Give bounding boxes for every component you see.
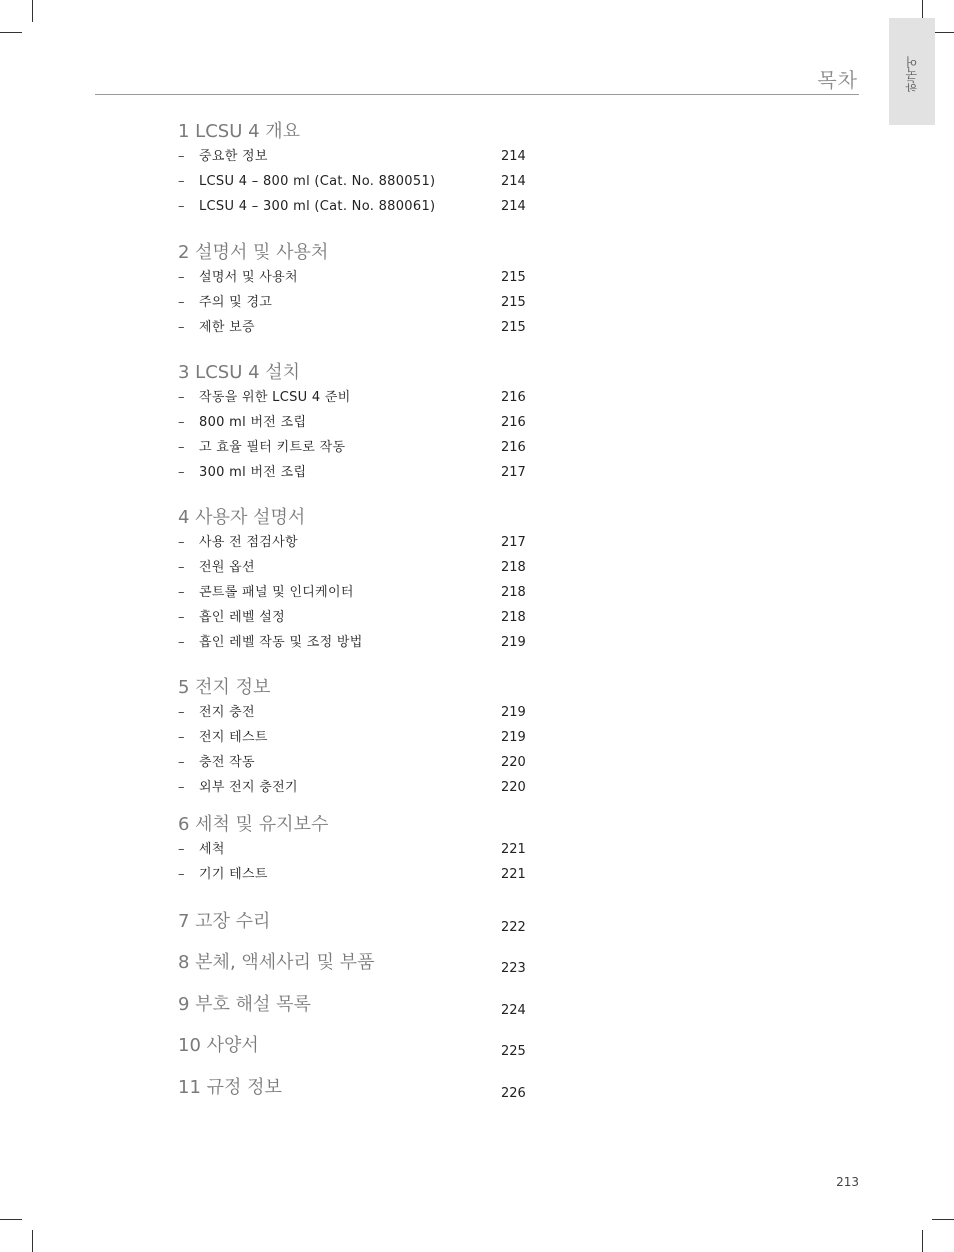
toc-entry[interactable]: – 흡인 레벨 작동 및 조정 방법 219	[178, 630, 538, 655]
toc-entry[interactable]: – 제한 보증 215	[178, 315, 538, 340]
toc-entry-label: 외부 전지 충전기	[199, 780, 298, 795]
toc-entry-page: 217	[501, 535, 526, 550]
toc-section-title[interactable]: 4 사용자 설명서	[178, 507, 306, 528]
toc-entry-label: LCSU 4 – 300 ml (Cat. No. 880061)	[199, 199, 436, 214]
toc-section-title: 7 고장 수리	[178, 911, 271, 932]
toc-entry[interactable]: – 사용 전 점검사항 217	[178, 530, 538, 555]
toc-entry-page: 215	[501, 270, 526, 285]
toc-entry-page: 221	[501, 867, 526, 882]
toc-entry-label: 콘트롤 패널 및 인디케이터	[199, 585, 354, 600]
toc-entry-label: 흡인 레벨 작동 및 조정 방법	[199, 635, 363, 650]
toc-entry-label: 전지 충전	[199, 705, 255, 720]
toc-entry[interactable]: – 전지 테스트 219	[178, 725, 538, 750]
toc-section-3	[178, 361, 538, 485]
crop-mark	[32, 0, 33, 22]
toc-entry[interactable]: – 300 ml 버전 조립 217	[178, 460, 538, 485]
toc-entry-page: 219	[501, 705, 526, 720]
toc-entry-page: 216	[501, 415, 526, 430]
toc-entry-label: 기기 테스트	[199, 867, 268, 882]
toc-section-title[interactable]: 2 설명서 및 사용처	[178, 242, 329, 263]
toc-entry[interactable]: – 설명서 및 사용처 215	[178, 265, 538, 290]
crop-mark	[32, 1230, 33, 1252]
toc-entry-page: 218	[501, 560, 526, 575]
toc-entry[interactable]: – 작동을 위한 LCSU 4 준비 216	[178, 385, 538, 410]
toc-entry[interactable]: – 전원 옵션 218	[178, 555, 538, 580]
toc-section-page: 225	[501, 1044, 526, 1059]
toc-entry[interactable]: – 고 효율 필터 키트로 작동 216	[178, 435, 538, 460]
toc-entry-label: 설명서 및 사용처	[199, 270, 298, 285]
page-title: 목차	[817, 68, 858, 92]
toc-section-page: 224	[501, 1003, 526, 1018]
crop-mark	[0, 1219, 22, 1220]
toc-entry[interactable]: – 흡인 레벨 설정 218	[178, 605, 538, 630]
toc-entry-page: 217	[501, 465, 526, 480]
toc-entry-label: 충전 작동	[199, 755, 255, 770]
toc-entry-page: 221	[501, 842, 526, 857]
language-tab-label: 한국어	[905, 56, 919, 92]
toc-entry-page: 214	[501, 174, 526, 189]
toc-entry-page: 220	[501, 780, 526, 795]
toc-entry-page: 215	[501, 295, 526, 310]
toc-section-page: 222	[501, 920, 526, 935]
toc-section-6	[178, 813, 538, 887]
toc-section-9[interactable]	[178, 993, 538, 1019]
toc-entry[interactable]: – 세척 221	[178, 837, 538, 862]
toc-entry-page: 219	[501, 635, 526, 650]
toc-entry-label: 전지 테스트	[199, 730, 268, 745]
toc-entry-label: 주의 및 경고	[199, 295, 273, 310]
toc-section-title: 8 본체, 액세사리 및 부품	[178, 952, 375, 973]
toc-section-page: 226	[501, 1086, 526, 1101]
toc-entry[interactable]: – 주의 및 경고 215	[178, 290, 538, 315]
toc-section-title[interactable]: 5 전지 정보	[178, 677, 271, 698]
toc-entry-label: 제한 보증	[199, 320, 255, 335]
toc-section-title: 10 사양서	[178, 1035, 259, 1056]
toc-entry[interactable]: – LCSU 4 – 300 ml (Cat. No. 880061) 214	[178, 194, 538, 219]
toc-section-10[interactable]	[178, 1034, 538, 1060]
crop-mark	[922, 1230, 923, 1252]
toc-entry-label: 고 효율 필터 키트로 작동	[199, 440, 346, 455]
toc-entry[interactable]: – 중요한 정보 214	[178, 144, 538, 169]
toc-section-1	[178, 120, 538, 219]
toc-section-title: 9 부호 해설 목록	[178, 994, 311, 1015]
toc-section-title[interactable]: 3 LCSU 4 설치	[178, 362, 301, 383]
toc-entry-label: 세척	[199, 842, 225, 857]
toc-section-title[interactable]: 6 세척 및 유지보수	[178, 814, 329, 835]
toc-section-7[interactable]	[178, 910, 538, 936]
toc-section-title: 11 규정 정보	[178, 1077, 282, 1098]
toc-entry-label: 사용 전 점검사항	[199, 535, 298, 550]
toc-entry[interactable]: – 외부 전지 충전기 220	[178, 775, 538, 800]
toc-section-title[interactable]: 1 LCSU 4 개요	[178, 121, 301, 142]
toc-entry[interactable]: – 전지 충전 219	[178, 700, 538, 725]
header-divider	[95, 94, 859, 95]
toc-section-8[interactable]	[178, 951, 538, 977]
toc-section-11[interactable]	[178, 1076, 538, 1102]
toc-entry-label: 작동을 위한 LCSU 4 준비	[199, 390, 351, 405]
toc-entry-page: 214	[501, 149, 526, 164]
page-number: 213	[836, 1175, 859, 1189]
toc-entry-label: 중요한 정보	[199, 149, 268, 164]
crop-mark	[0, 32, 22, 33]
toc-entry[interactable]: – LCSU 4 – 800 ml (Cat. No. 880051) 214	[178, 169, 538, 194]
toc-entry-page: 216	[501, 440, 526, 455]
crop-mark	[932, 1219, 954, 1220]
toc-entry[interactable]: – 충전 작동 220	[178, 750, 538, 775]
toc-entry-label: 300 ml 버전 조립	[199, 465, 307, 480]
toc-entry-label: 흡인 레벨 설정	[199, 610, 286, 625]
toc-entry[interactable]: – 기기 테스트 221	[178, 862, 538, 887]
toc-entry-page: 218	[501, 585, 526, 600]
toc-entry-page: 214	[501, 199, 526, 214]
toc-entry-page: 216	[501, 390, 526, 405]
toc-section-2	[178, 241, 538, 340]
toc-section-5	[178, 676, 538, 800]
toc-entry[interactable]: – 콘트롤 패널 및 인디케이터 218	[178, 580, 538, 605]
toc-entry-label: 800 ml 버전 조립	[199, 415, 307, 430]
toc-entry-page: 218	[501, 610, 526, 625]
toc-entry-page: 215	[501, 320, 526, 335]
toc-entry-page: 219	[501, 730, 526, 745]
toc-section-4	[178, 506, 538, 655]
toc-entry[interactable]: – 800 ml 버전 조립 216	[178, 410, 538, 435]
toc-entry-label: LCSU 4 – 800 ml (Cat. No. 880051)	[199, 174, 436, 189]
toc-entry-label: 전원 옵션	[199, 560, 255, 575]
toc-entry-page: 220	[501, 755, 526, 770]
crop-mark	[932, 32, 954, 33]
toc-section-page: 223	[501, 961, 526, 976]
